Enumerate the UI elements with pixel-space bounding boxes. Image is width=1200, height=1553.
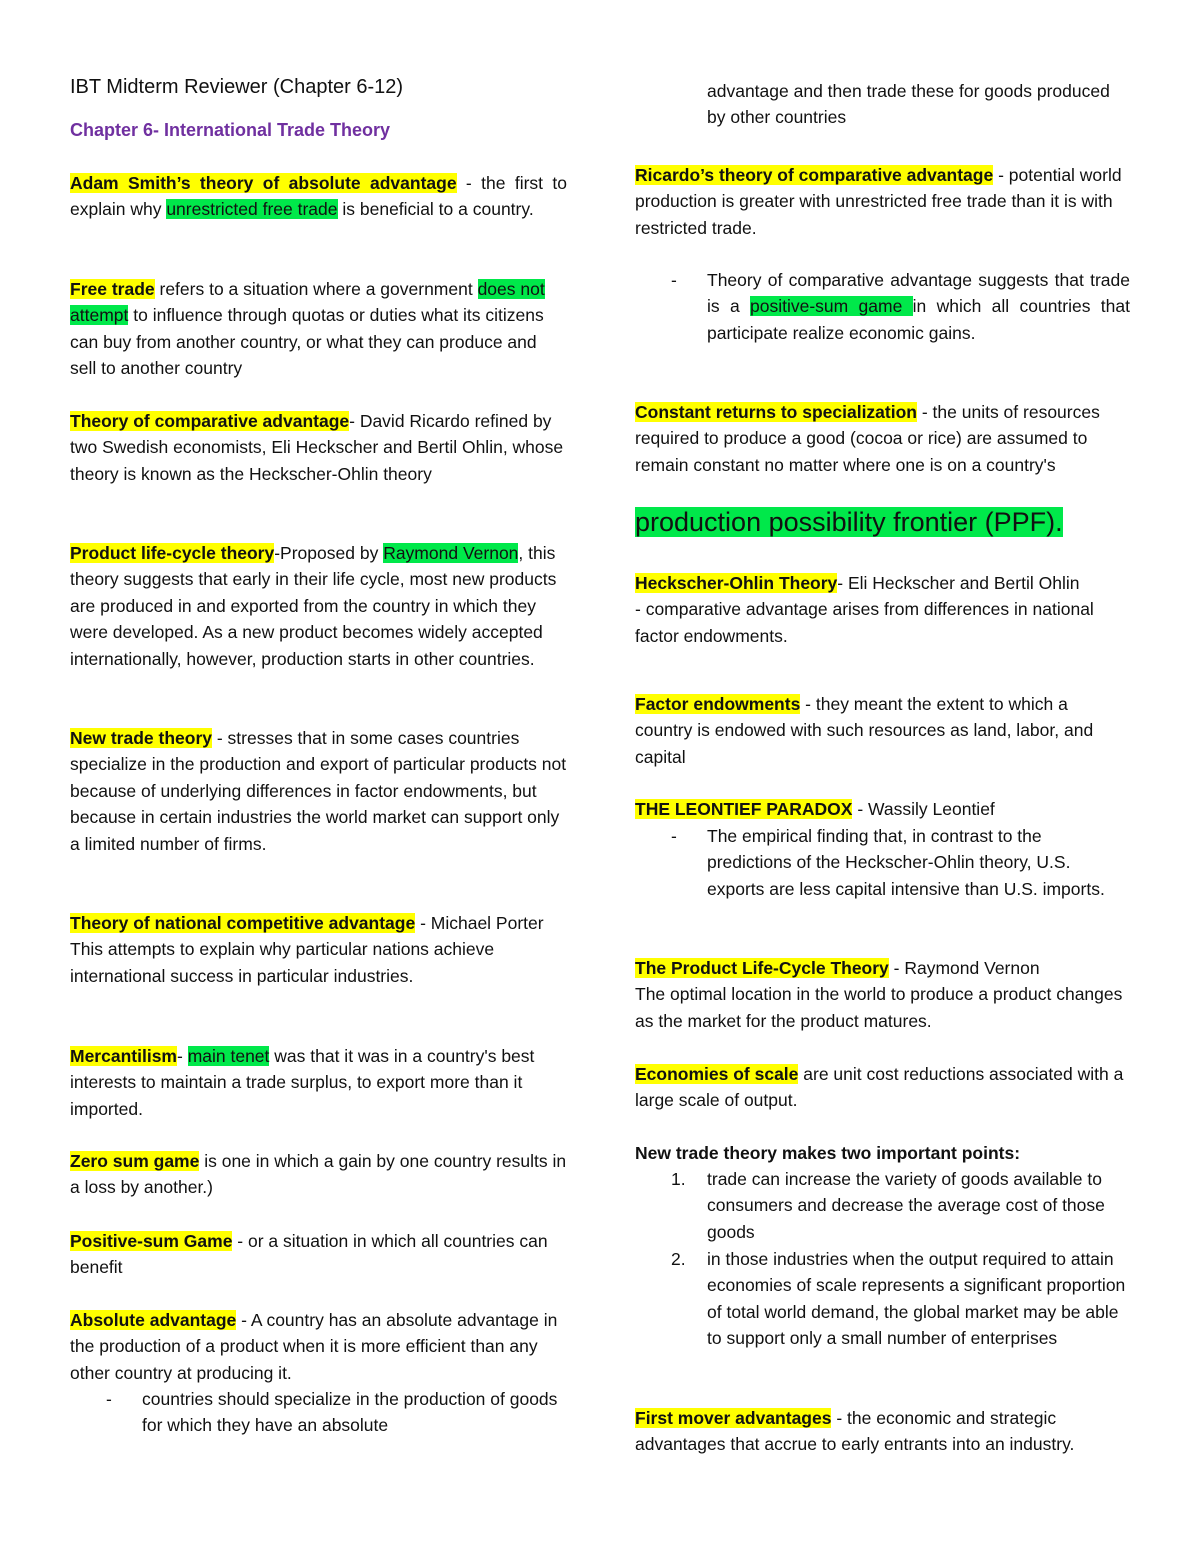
ppf-line [635,504,1130,540]
ricardo-paragraph: Ricardo’s theory of comparative advantage - potential world production is greater with unrestricted free trade than it is with restricted trade. [635,165,1122,238]
chapter-heading: Chapter 6- International Trade Theory [70,120,391,140]
economies-of-scale-paragraph: Economies of scale are unit cost reductions associated with a large scale of output. [635,1064,1124,1111]
term-leontief-paradox: THE LEONTIEF PARADOX [635,799,853,819]
term-new-trade-theory: New trade theory [70,728,212,748]
constant-returns-paragraph: Constant returns to specialization - the units of resources required to produce a good (cocoa or rice) are assumed to remain constant no matter where one is on a country's [635,402,1100,475]
leontief-paragraph: THE LEONTIEF PARADOX - Wassily Leontief [635,799,995,819]
term-free-trade: Free trade [70,279,155,299]
new-trade-points-heading: New trade theory makes two important points: [635,1143,1021,1163]
mercantilism-paragraph: Mercantilism- main tenet was that it was in a country's best interests to maintain a trade surplus, to export more than it imported. [70,1046,535,1119]
highlight-positive-sum-game: positive-sum game [750,296,913,317]
page-title: IBT Midterm Reviewer (Chapter 6-12) [70,76,404,98]
product-life-cycle-theory-paragraph: The Product Life-Cycle Theory - Raymond Vernon The optimal location in the world to produce a product changes as the market for the product matures. [635,958,1123,1031]
number-marker: 1. [671,1169,686,1189]
leontief-bullet: - The empirical finding that, in contrast to the predictions of the Heckscher-Ohlin theory, U.S. exports are less capital intensive than U.S. imports. [635,823,1130,902]
highlight-main-tenet: main tenet [187,1046,270,1066]
new-trade-point-1: 1. trade can increase the variety of goods available to consumers and decrease the average cost of those goods [635,1166,1130,1245]
new-trade-point-2: 2. in those industries when the output required to attain economies of scale represents a significant proportion of total world demand, the global market may be able to support only a small number of enterprises [635,1246,1130,1352]
number-marker: 2. [671,1249,686,1269]
highlight-unrestricted-free-trade: unrestricted free trade [166,199,338,220]
term-constant-returns: Constant returns to specialization [635,402,917,422]
national-competitive-advantage-paragraph: Theory of national competitive advantage - Michael Porter This attempts to explain why particular nations achieve international success in particular industries. [70,913,544,986]
absolute-advantage-bullet: - countries should specialize in the production of goods for which they have an absolute [70,1386,567,1439]
term-factor-endowments: Factor endowments [635,694,801,714]
absolute-advantage-paragraph: Absolute advantage - A country has an absolute advantage in the production of a product when it is more efficient than any other country at producing it. [70,1310,558,1383]
adam-smith-paragraph: Adam Smith’s theory of absolute advantage - the first to explain why unrestricted free trade is beneficial to a country. [70,173,567,220]
ricardo-bullet: - Theory of comparative advantage suggests that trade is a positive-sum game in which all countries that participate realize economic gains. [635,267,1130,346]
highlight-does-not-attempt: does not attempt [70,279,545,326]
comparative-advantage-paragraph: Theory of comparative advantage- David Ricardo refined by two Swedish economists, Eli Heckscher and Bertil Ohlin, whose theory is known as the Heckscher-Ohlin theory [70,411,564,484]
term-positive-sum-game: Positive-sum Game [70,1231,233,1251]
first-mover-paragraph: First mover advantages - the economic and strategic advantages that accrue to early entrants into an industry. [635,1408,1075,1455]
term-mercantilism: Mercantilism [70,1046,177,1066]
term-national-competitive-advantage: Theory of national competitive advantage [70,913,416,933]
term-product-life-cycle: Product life-cycle theory [70,543,275,563]
term-first-mover-advantages: First mover advantages [635,1408,832,1428]
product-life-cycle-paragraph: Product life-cycle theory-Proposed by Raymond Vernon, this theory suggests that early in their life cycle, most new products are produced in and exported from the country in which they were developed. As a new product becomes widely accepted internationally, however, production starts in other countries. [70,543,557,669]
term-heckscher-ohlin: Heckscher-Ohlin Theory [635,573,838,593]
dash-bullet-marker: - [671,826,677,846]
dash-bullet-marker: - [106,1389,112,1409]
highlight-ppf: production possibility frontier (PPF). [635,507,1063,537]
new-trade-theory-paragraph: New trade theory - stresses that in some cases countries specialize in the production and export of particular products not because of underlying differences in factor endowments, but because in certain industries the world market can support only a limited number of firms. [70,728,567,854]
factor-endowments-paragraph: Factor endowments - they meant the extent to which a country is endowed with such resources as land, labor, and capital [635,694,1094,767]
term-ricardo-comparative-advantage: Ricardo’s theory of comparative advantage [635,165,994,185]
zero-sum-game-paragraph: Zero sum game is one in which a gain by one country results in a loss by another.) [70,1151,567,1198]
term-product-life-cycle-theory: The Product Life-Cycle Theory [635,958,889,978]
positive-sum-game-paragraph: Positive-sum Game - or a situation in which all countries can benefit [70,1231,548,1278]
term-comparative-advantage: Theory of comparative advantage [70,411,350,431]
heckscher-ohlin-paragraph: Heckscher-Ohlin Theory- Eli Heckscher and Bertil Ohlin - comparative advantage arises from differences in national factor endowments. [635,573,1094,646]
term-zero-sum-game: Zero sum game [70,1151,200,1171]
term-economies-of-scale: Economies of scale [635,1064,799,1084]
highlight-raymond-vernon: Raymond Vernon [383,543,519,563]
continued-bullet-text: advantage and then trade these for goods produced by other countries [707,81,1110,128]
term-absolute-advantage-theory: Adam Smith’s theory of absolute advantage [70,173,457,193]
term-absolute-advantage: Absolute advantage [70,1310,237,1330]
dash-bullet-marker: - [671,270,677,290]
free-trade-paragraph: Free trade refers to a situation where a government does not attempt to influence through quotas or duties what its citizens can buy from another country, or what they can produce and sell to another country [70,279,545,379]
